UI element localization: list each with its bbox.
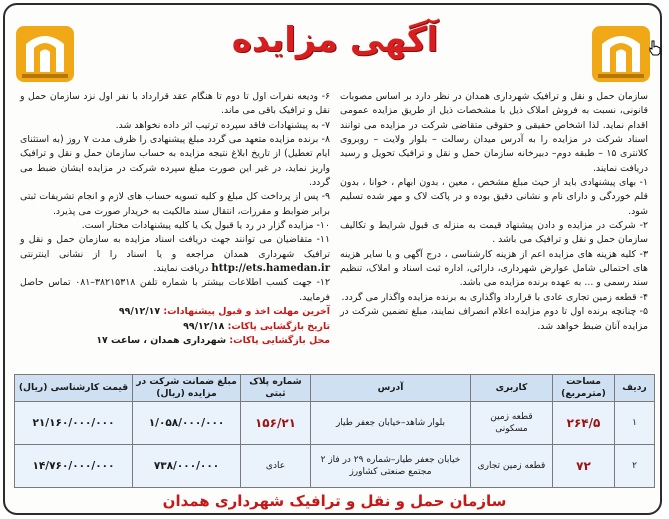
plate-value: عادی: [241, 445, 311, 488]
row-number: ۱: [615, 402, 655, 445]
clause-5: ۵- چنانچه برنده اول تا دوم مزایده اعلام انصراف نمایند، مبلغ تضمین شرکت در مزایده آنان ضبط خواهد شد.: [340, 306, 648, 332]
usage-value: قطعه زمین تجاری: [471, 445, 553, 488]
clause-12: ۱۲- جهت کسب اطلاعات بیشتر با شماره تلفن ۳۸۲۱۵۳۱۸–۰۸۱ تماس حاصل فرمایید.: [20, 277, 330, 303]
clause-4: ۴- قطعه زمین تجاری عادی با قرارداد واگذاری به برنده مزایده واگذار می گردد.: [341, 291, 648, 303]
clause-6: ۶- ودیعه نفرات اول تا دوم تا هنگام عقد قرارداد با نفر اول نزد سازمان حمل و نقل و ترافیک باقی می ماند.: [20, 91, 330, 117]
appraisal-value: ۲۱/۱۶۰/۰۰۰/۰۰۰: [15, 402, 133, 445]
clause-10: ۱۰- مزایده گزار در رد یا قبول یک یا کلیه پیشنهادات مختار است.: [81, 220, 330, 232]
deadline-line: [20, 305, 330, 319]
usage-value: قطعه زمین مسکونی: [471, 402, 553, 445]
column-left: [20, 90, 330, 348]
appraisal-value: ۱۴/۷۶۰/۰۰۰/۰۰۰: [15, 445, 133, 488]
clause-11-text: ۱۱- متقاضیان می توانند جهت دریافت اسناد مزایده به سازمان حمل و نقل و ترافیک شهرداری همدان مراجعه و یا اسناد را از نشانی اینترنتی: [20, 234, 330, 260]
clause-8: ۸- برنده مزایده متعهد می گردد مبلغ پیشنهادی را ظرف مدت ۷ روز (به استثنای ایام تعطیل) از تاریخ ابلاغ نتیجه مزایده به حساب سازمان حمل و نقل و ترافیک واریز نماید، در غیر این صورت مبلغ سپرده شرکت در مزایده ایشان ضبط می گردد.: [20, 134, 330, 189]
deadline-value: ۹۹/۱۲/۱۷: [118, 306, 161, 318]
municipality-logo: [14, 22, 76, 86]
header-appraisal: قیمت کارشناسی (ریال): [15, 375, 133, 402]
header-usage: کاربری: [471, 375, 553, 402]
clause-11-end: دریافت نمایند.: [153, 263, 209, 275]
website-link[interactable]: http://ets.hamedan.ir: [211, 263, 330, 275]
clause-1: ۱- بهای پیشنهادی باید از حیث مبلغ مشخص ، معین ، بدون ابهام ، خوانا ، بدون قلم خوردگی و دارای نام و نشانی دقیق بوده و در پاکت لاک و مهر شده تسلیم شود.: [340, 177, 648, 217]
deadline-label: آخرین مهلت اخذ و قبول پیشنهادات:: [163, 306, 330, 318]
hand-cursor-icon: [648, 40, 662, 56]
intro-paragraph: سازمان حمل و نقل و ترافیک شهرداری همدان در نظر دارد بر اساس مصوبات قانونی، نسبت به فروش املاک ذیل با مشخصات ذیل از طریق مزایده عمومی اقدام نماید. لذا اشخاص حقیقی و حقوقی متقاضی شرکت در مزایده می توانند اسناد شرکت در مزایده را به آدرس میدان رسالت – بلوار ولایت – روبروی کلانتری ۱۵ – طبقه دوم– دبیرخانه سازمان حمل و نقل و ترافیک تحویل و رسید دریافت نمایند.: [340, 91, 648, 174]
place-line: [20, 334, 330, 348]
opening-line: [20, 320, 330, 334]
clause-7: ۷- به پیشنهادات فاقد سپرده ترتیب اثر داده نخواهد شد.: [115, 119, 330, 131]
properties-table: [14, 374, 655, 488]
clause-9: ۹- پس از پرداخت کل مبلغ و کلیه تسویه حساب های لازم و انجام تشریفات ثبتی برابر ضوابط و مقررات، انتقال سند مالکیت به خریدار صورت می پذیرد.: [20, 191, 330, 217]
clause-3: ۳- کلیه هزینه های مزایده اعم از هزینه کارشناسی ، درج آگهی و یا سایر هزینه های احتمالی شامل عوارض شهرداری، دارائی، اداره ثبت اسناد و املاک، تنظیم سند رسمی و ... به عهده برنده مزایده می باشد.: [340, 248, 648, 289]
ad-title: آگهی مزایده: [231, 20, 439, 60]
place-label: محل بازگشایی پاکات:: [229, 334, 330, 346]
area-value: ۲۶۴/۵: [553, 402, 615, 445]
header-row-number: ردیف: [615, 375, 655, 402]
opening-label: تاریخ بازگشایی پاکات:: [227, 320, 330, 332]
header-guarantee: مبلغ ضمانت شرکت در مزایده (ریال): [133, 375, 241, 402]
address-value: خیابان جعفر طیار–شماره ۲۹ در فاز ۲ مجتمع صنعتی کشاورز: [311, 445, 471, 488]
header-area: مساحت (مترمربع): [553, 375, 615, 402]
table-row: [15, 402, 655, 445]
header-plate-number: شماره پلاک ثبتی: [241, 375, 311, 402]
guarantee-value: ۷۳۸/۰۰۰/۰۰۰: [133, 445, 241, 488]
opening-value: ۹۹/۱۲/۱۸: [183, 320, 225, 332]
table-row: [15, 445, 655, 488]
place-value: شهرداری همدان ، ساعت ۱۷: [96, 334, 227, 346]
municipality-logo: [590, 22, 652, 86]
header-address: آدرس: [311, 375, 471, 402]
clause-2: ۲- شرکت در مزایده و دادن پیشنهاد قیمت به منزله ی قبول شرایط و تکالیف سازمان حمل و نقل و ترافیک می باشد .: [340, 220, 648, 246]
plate-value: ۱۵۶/۲۱: [241, 402, 311, 445]
clause-11: [20, 233, 330, 276]
area-value: ۷۲: [553, 445, 615, 488]
guarantee-value: ۱/۰۵۸/۰۰۰/۰۰۰: [133, 402, 241, 445]
address-value: بلوار شاهد–خیابان جعفر طیار: [311, 402, 471, 445]
column-right: [340, 90, 648, 334]
table-header-row: [15, 375, 655, 402]
footer-organization: سازمان حمل و نقل و ترافیک شهرداری همدان: [162, 492, 507, 510]
row-number: ۲: [615, 445, 655, 488]
